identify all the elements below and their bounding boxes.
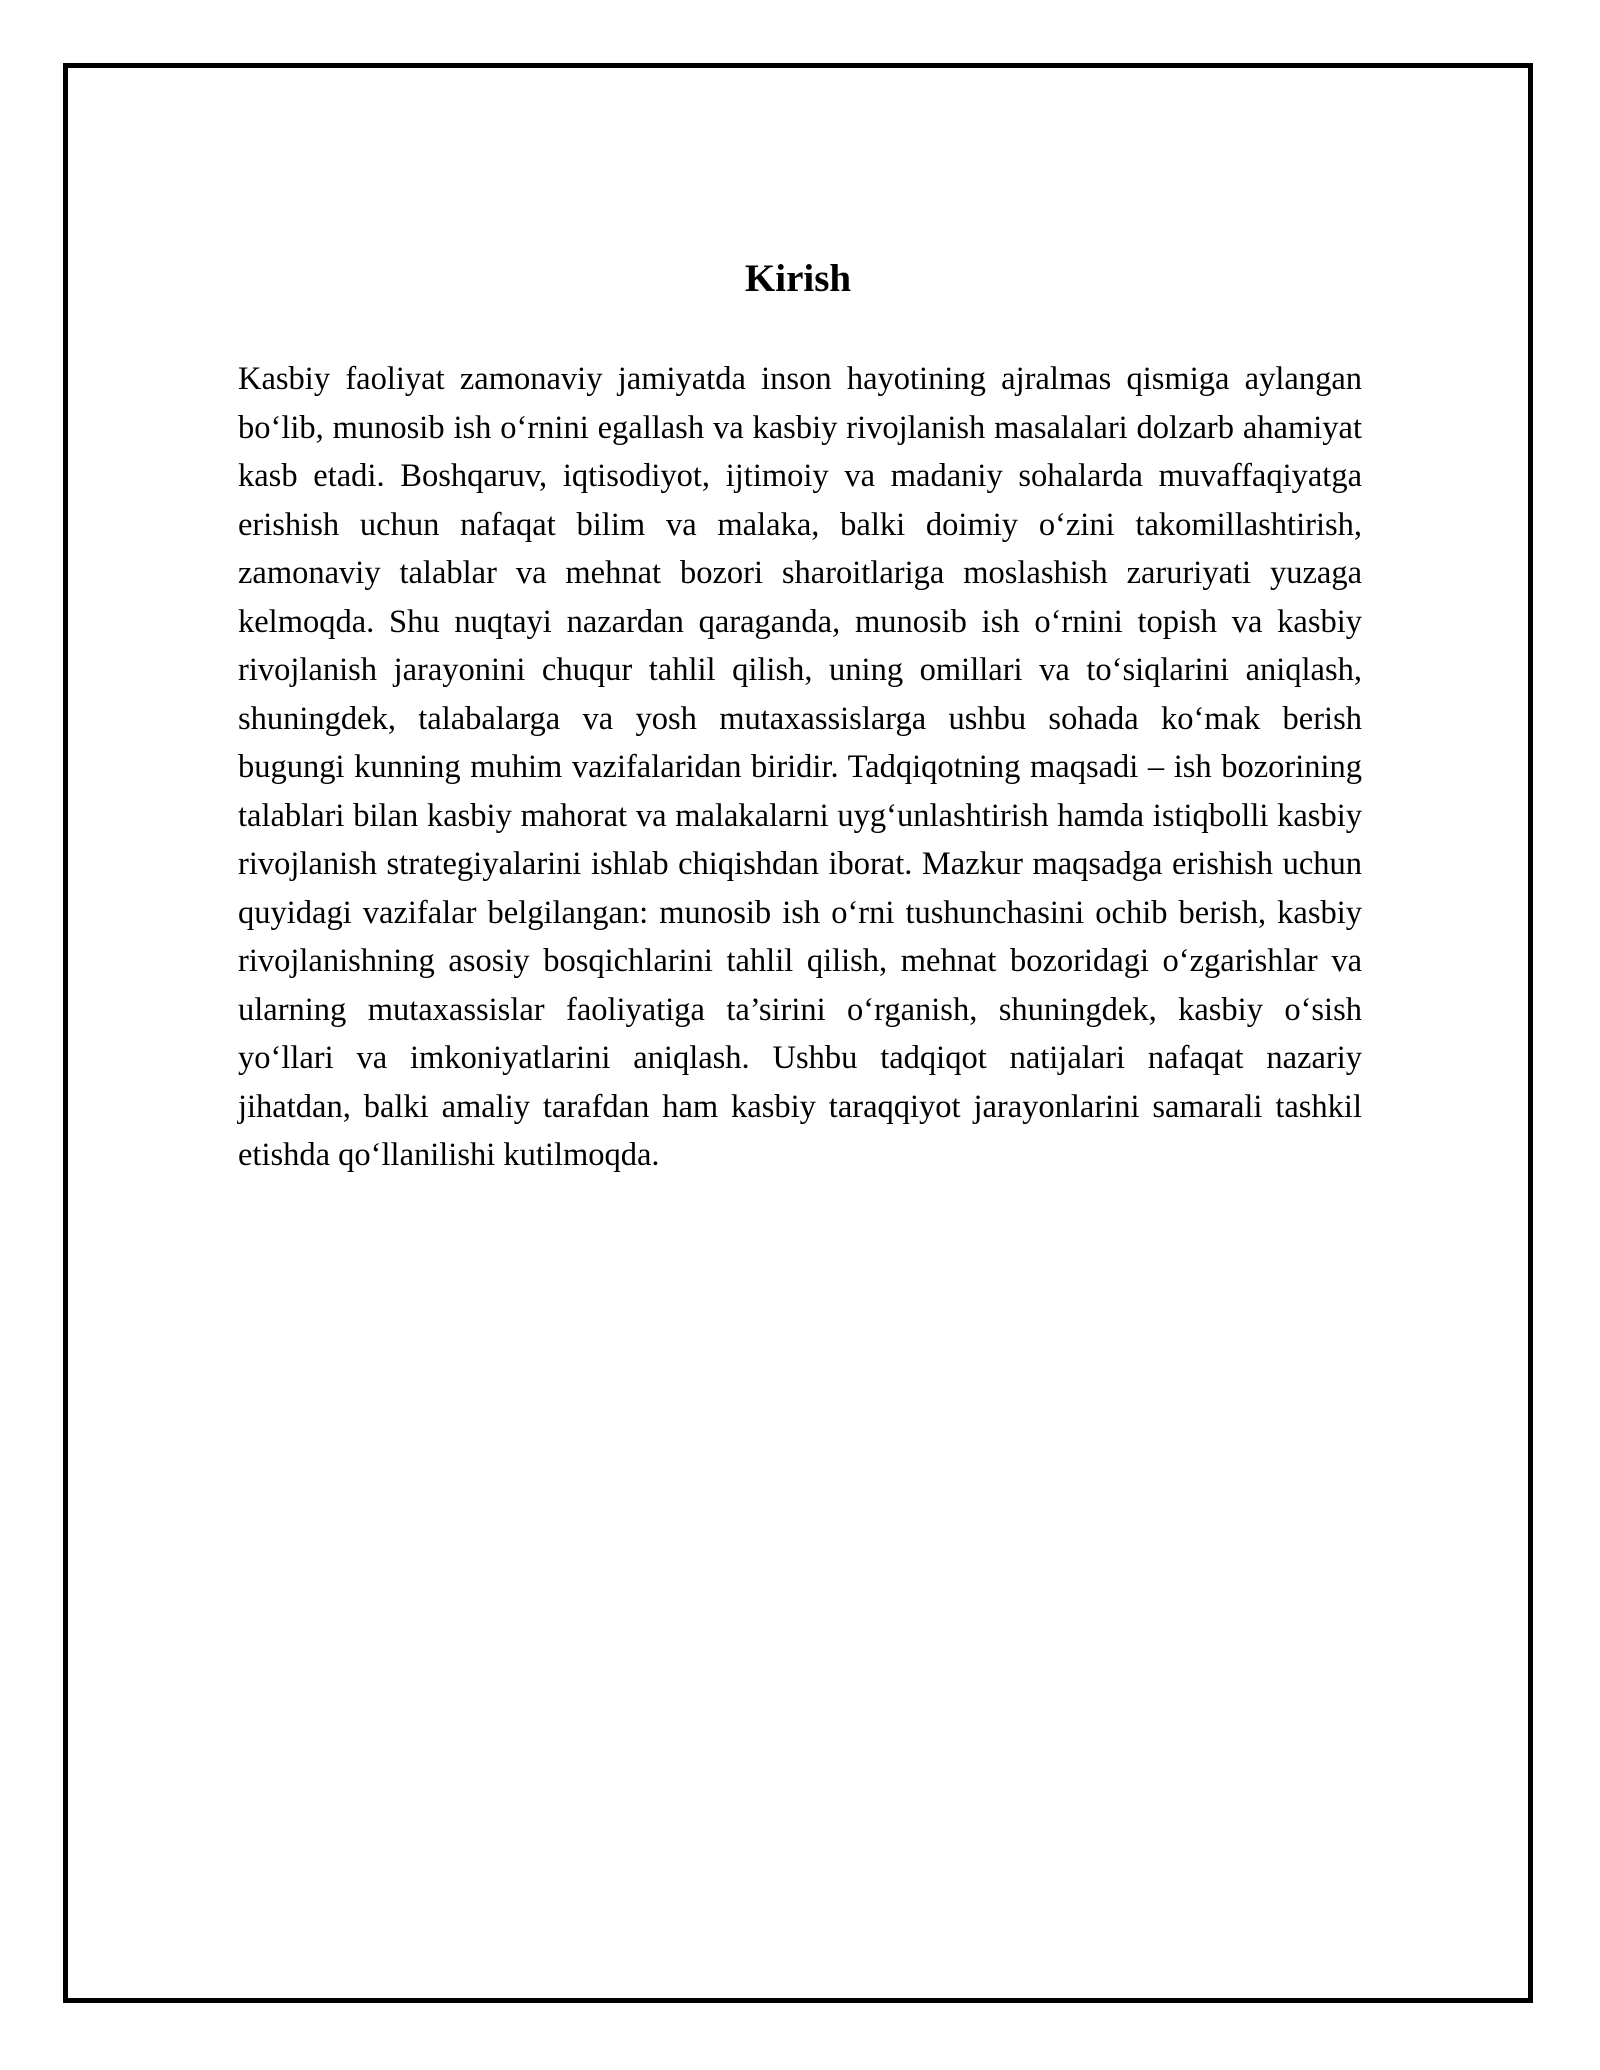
body-paragraph: Kasbiy faoliyat zamonaviy jamiyatda inson hayotining ajralmas qismiga aylangan bo‘lib, munosib ish o‘rnini egallash va kasbiy rivojlanish masalalari dolzarb ahamiyat kasb etadi. Boshqaruv, iqtisodiyot, ijtimoiy va madaniy sohalarda muvaffaqiyatga erishish uchun nafaqat bilim va malaka, balki doimiy o‘zini takomillashtirish, zamonaviy talablar va mehnat bozori sharoitlariga moslashish zaruriyati yuzaga kelmoqda. Shu nuqtayi nazardan qaraganda, munosib ish o‘rnini topish va kasbiy rivojlanish jarayonini chuqur tahlil qilish, uning omillari va to‘siqlarini aniqlash, shuningdek, talabalarga va yosh mutaxassislarga ushbu sohada ko‘mak berish bugungi kunning muhim vazifalaridan biridir. Tadqiqotning maqsadi – ish bozorining talablari bilan kasbiy mahorat va malakalarni uyg‘unlashtirish hamda istiqbolli kasbiy rivojlanish strategiyalarini ishlab chiqishdan iborat. Mazkur maqsadga erishish uchun quyidagi vazifalar belgilangan: munosib ish o‘rni tushunchasini ochib berish, kasbiy rivojlanishning asosiy bosqichlarini tahlil qilish, mehnat bozoridagi o‘zgarishlar va ularning mutaxassislar faoliyatiga ta’sirini o‘rganish, shuningdek, kasbiy o‘sish yo‘llari va imkoniyatlarini aniqlash. Ushbu tadqiqot natijalari nafaqat nazariy jihatdan, balki amaliy tarafdan ham kasbiy taraqqiyot jarayonlarini samarali tashkil etishda qo‘llanilishi kutilmoqda.	[238, 361, 1362, 1173]
page-title: Kirish	[744, 257, 852, 300]
page-border-frame	[63, 63, 1533, 2003]
